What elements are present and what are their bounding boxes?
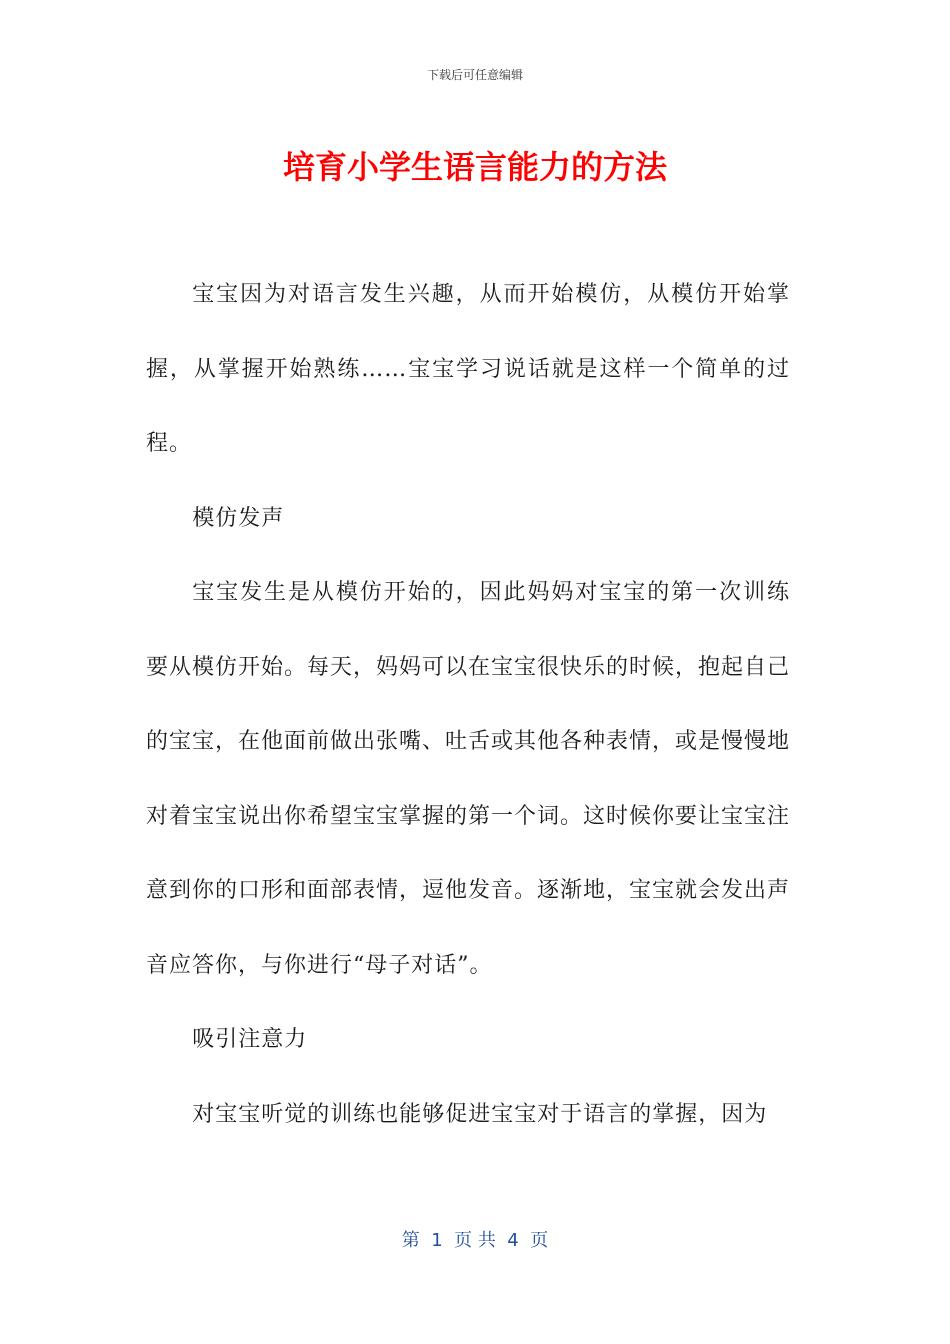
page-number: 第 1 页 共 4 页 bbox=[401, 1230, 549, 1251]
section-heading: 模仿发声 bbox=[192, 505, 285, 531]
header-note: 下载后可任意编辑 bbox=[426, 68, 523, 82]
section-heading: 吸引注意力 bbox=[192, 1027, 308, 1052]
document-body bbox=[146, 258, 790, 1152]
paragraph: 对宝宝听觉的训练也能够促进宝宝对于语言的掌握，因为 bbox=[192, 1101, 768, 1127]
document-title: 培育小学生语言能力的方法 bbox=[282, 148, 667, 186]
paragraph: 宝宝发生是从模仿开始的，因此妈妈对宝宝的第一次训练要从模仿开始。每天，妈妈可以在宝宝很快乐的时候，抱起自己的宝宝，在他面前做出张嘴、吐舌或其他各种表情，或是慢慢地对着宝宝说出你希望宝宝掌握的第一个词。这时候你要让宝宝注意到你的口形和面部表情，逗他发音。逐渐地，宝宝就会发出声音应答你，与你进行“母子对话”。 bbox=[146, 580, 791, 978]
paragraph: 宝宝因为对语言发生兴趣，从而开始模仿，从模仿开始掌握，从掌握开始熟练……宝宝学习说话就是这样一个简单的过程。 bbox=[146, 282, 790, 456]
